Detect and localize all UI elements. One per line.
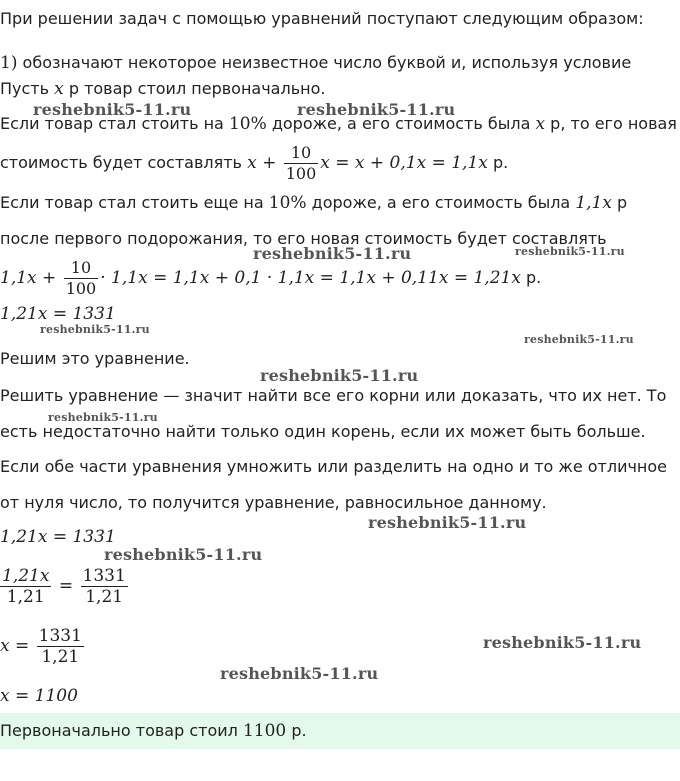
new-cost-line xyxy=(0,138,508,188)
p3-text: Если товар стал стоить еще на xyxy=(0,193,269,212)
step-text: обозначают некоторое неизвестное число буквой и, используя условие xyxy=(17,53,632,72)
equation-4 xyxy=(0,622,86,670)
answer-unit: р. xyxy=(286,721,307,740)
rule-line-1: Если обе части уравнения умножить или разделить на одно и то же отличное xyxy=(0,457,668,476)
let-text-end: р товар стоил первоначально. xyxy=(63,79,326,98)
fraction-numerator: 10 xyxy=(290,143,312,162)
variable-x: x xyxy=(247,153,257,173)
watermark: reshebnik5-11.ru xyxy=(48,411,158,424)
fraction-right xyxy=(81,566,128,607)
watermark: reshebnik5-11.ru xyxy=(104,545,263,564)
percent-value: 10% xyxy=(268,193,307,213)
watermark: reshebnik5-11.ru xyxy=(253,244,412,263)
definition-line-2: есть недостаточно найти только один корень, если их может быть больше. xyxy=(0,422,646,441)
equals-sign: = xyxy=(53,576,79,596)
fraction-numerator: 1,21x xyxy=(2,566,50,586)
equation-1: 1,21x = 1331 xyxy=(0,304,116,324)
let-text: Пусть xyxy=(0,79,55,98)
price-increase-line xyxy=(0,113,677,135)
watermark: reshebnik5-11.ru xyxy=(524,333,634,346)
percent-value: 10% xyxy=(228,114,267,134)
step-one xyxy=(0,52,631,74)
watermark: reshebnik5-11.ru xyxy=(260,366,419,385)
definition-line-1: Решить уравнение — значит найти все его корни или доказать, что их нет. То xyxy=(0,386,667,405)
variable-x: x xyxy=(54,79,64,99)
fraction-denominator: 1,21 xyxy=(81,586,128,607)
watermark: reshebnik5-11.ru xyxy=(33,100,192,119)
unit: р. xyxy=(520,268,542,287)
step-number: 1) xyxy=(0,53,18,73)
fraction-10-100 xyxy=(64,258,99,299)
fraction-denominator: 100 xyxy=(285,164,317,183)
fraction-denominator: 1,21 xyxy=(0,586,51,607)
fraction xyxy=(37,626,84,667)
watermark: reshebnik5-11.ru xyxy=(220,664,379,683)
fraction-numerator: 1331 xyxy=(38,626,82,646)
p1-text: Если товар стал стоить на xyxy=(0,114,229,133)
equation-2: 1,21x = 1331 xyxy=(0,527,116,547)
lhs: x = xyxy=(0,636,35,656)
intro-text: При решении задач с помощью уравнений поступают следующим образом: xyxy=(0,9,644,28)
unit: р. xyxy=(487,153,509,172)
watermark: reshebnik5-11.ru xyxy=(483,633,642,652)
equation-3 xyxy=(0,562,130,610)
watermark: reshebnik5-11.ru xyxy=(40,323,150,336)
answer-line xyxy=(0,720,307,742)
plus-sign: + xyxy=(256,153,282,173)
p3-text-mid: дороже, а его стоимость была xyxy=(306,193,576,212)
value-1-1x: 1,1x xyxy=(575,193,612,213)
fraction-denominator: 100 xyxy=(65,279,97,298)
watermark: reshebnik5-11.ru xyxy=(368,513,527,532)
answer-text: Первоначально товар стоил xyxy=(0,721,243,740)
variable-x: x xyxy=(535,114,546,134)
expression: · 1,1x = 1,1x + 0,1 · 1,1x = 1,1x + 0,11x = 1,21x xyxy=(100,268,521,288)
rule-line-2: от нуля число, то получится уравнение, равносильное данному. xyxy=(0,493,547,512)
second-increase-line xyxy=(0,192,627,214)
fraction-numerator: 1331 xyxy=(82,566,126,586)
equation-5: x = 1100 xyxy=(0,686,78,706)
p1-text-mid: дороже, а его стоимость была xyxy=(266,114,536,133)
fraction-numerator: 10 xyxy=(70,258,92,277)
fraction-denominator: 1,21 xyxy=(37,646,84,667)
p3-text-end: р xyxy=(611,193,628,212)
watermark: reshebnik5-11.ru xyxy=(515,245,625,258)
expression: x = x + 0,1x = 1,1x xyxy=(320,153,488,173)
after-first-increase-line: после первого подорожания, то его новая стоимость будет составлять xyxy=(0,229,607,248)
p2-text: стоимость будет составлять xyxy=(0,153,248,172)
fraction-left xyxy=(0,566,51,607)
solve-text: Решим это уравнение. xyxy=(0,349,190,368)
expression-start: 1,1x + xyxy=(0,268,62,288)
p1-text-end: р, то его новая xyxy=(545,114,677,133)
second-cost-line xyxy=(0,253,541,303)
watermark: reshebnik5-11.ru xyxy=(297,100,456,119)
let-line xyxy=(0,78,325,100)
answer-value: 1100 xyxy=(242,721,287,741)
fraction-10-100 xyxy=(284,143,319,184)
